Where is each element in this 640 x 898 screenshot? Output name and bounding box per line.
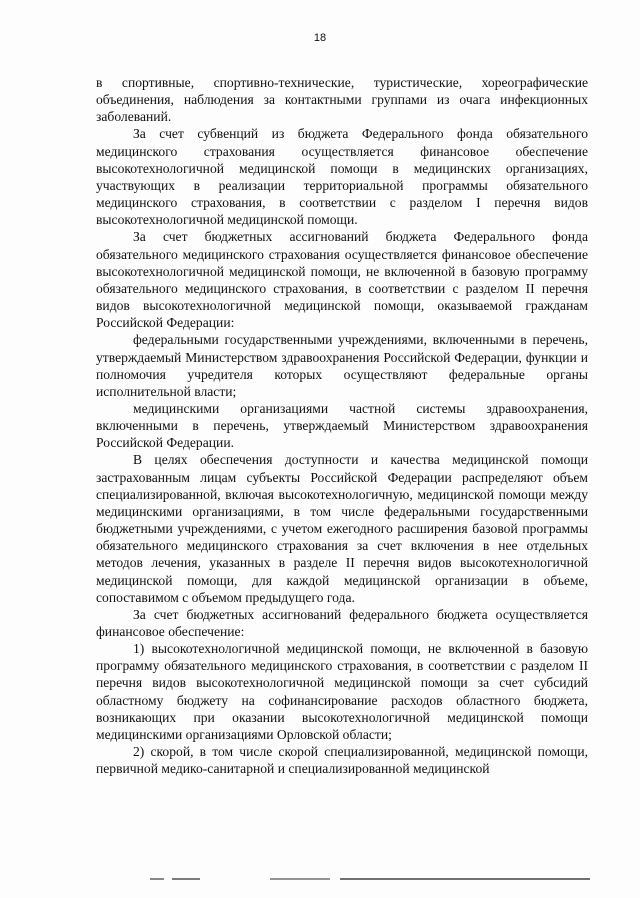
scan-artifact-line bbox=[150, 878, 590, 880]
paragraph-8: 1) высокотехнологичной медицинской помощи, не включенной в базовую программу обязательного медицинского страхования, в соответствии с разделом II перечня видов высокотехнологичной медицинской помощи за счет субсидий областному бюджету на софинансирование расходов областного бюджета, возникающих при оказании высокотехнологичной медицинской помощи медицинскими организациями Орловской области; bbox=[96, 641, 588, 742]
paragraph-9: 2) скорой, в том числе скорой специализированной, медицинской помощи, первичной медико-санитарной и специализированной медицинской bbox=[96, 744, 588, 777]
document-body bbox=[96, 74, 588, 777]
paragraph-6: В целях обеспечения доступности и качества медицинской помощи застрахованным лицам субъекты Российской Федерации распределяют объем специализированной, включая высокотехнологичную, медицинской помощи между медицинскими организациями, в том числе федеральными государственными бюджетными учреждениями, с учетом ежегодного расширения базовой программы обязательного медицинского страхования за счет включения в нее отдельных методов лечения, указанных в разделе II перечня видов высокотехнологичной медицинской помощи, для каждой медицинской организации в объеме, сопоставимом с объемом предыдущего года. bbox=[96, 452, 588, 605]
page-number: 18 bbox=[313, 32, 327, 44]
paragraph-2: За счет субвенций из бюджета Федерального фонда обязательного медицинского страхования осуществляется финансовое обеспечение высокотехнологичной медицинской помощи в медицинских организациях, участвующих в реализации территориальной программы обязательного медицинского страхования, в соответствии с разделом I перечня видов высокотехнологичной медицинской помощи. bbox=[96, 126, 588, 228]
paragraph-5: медицинскими организациями частной системы здравоохранения, включенными в перечень, утверждаемый Министерством здравоохранения Российской Федерации. bbox=[96, 400, 588, 451]
paragraph-3: За счет бюджетных ассигнований бюджета Федерального фонда обязательного медицинского страхования осуществляется финансовое обеспечение высокотехнологичной медицинской помощи, не включенной в базовую программу обязательного медицинского страхования, в соответствии с разделом II перечня видов высокотехнологичной медицинской помощи, оказываемой гражданам Российской Федерации: bbox=[96, 229, 588, 331]
paragraph-7: За счет бюджетных ассигнований федерального бюджета осуществляется финансовое обеспечение: bbox=[96, 606, 588, 639]
paragraph-4: федеральными государственными учреждениями, включенными в перечень, утверждаемый Министерством здравоохранения Российской Федерации, функции и полномочия учредителя которых осуществляют федеральные органы исполнительной власти; bbox=[96, 332, 588, 399]
paragraph-1: в спортивные, спортивно-технические, туристические, хореографические объединения, наблюдения за контактными группами из очага инфекционных заболеваний. bbox=[96, 75, 588, 125]
